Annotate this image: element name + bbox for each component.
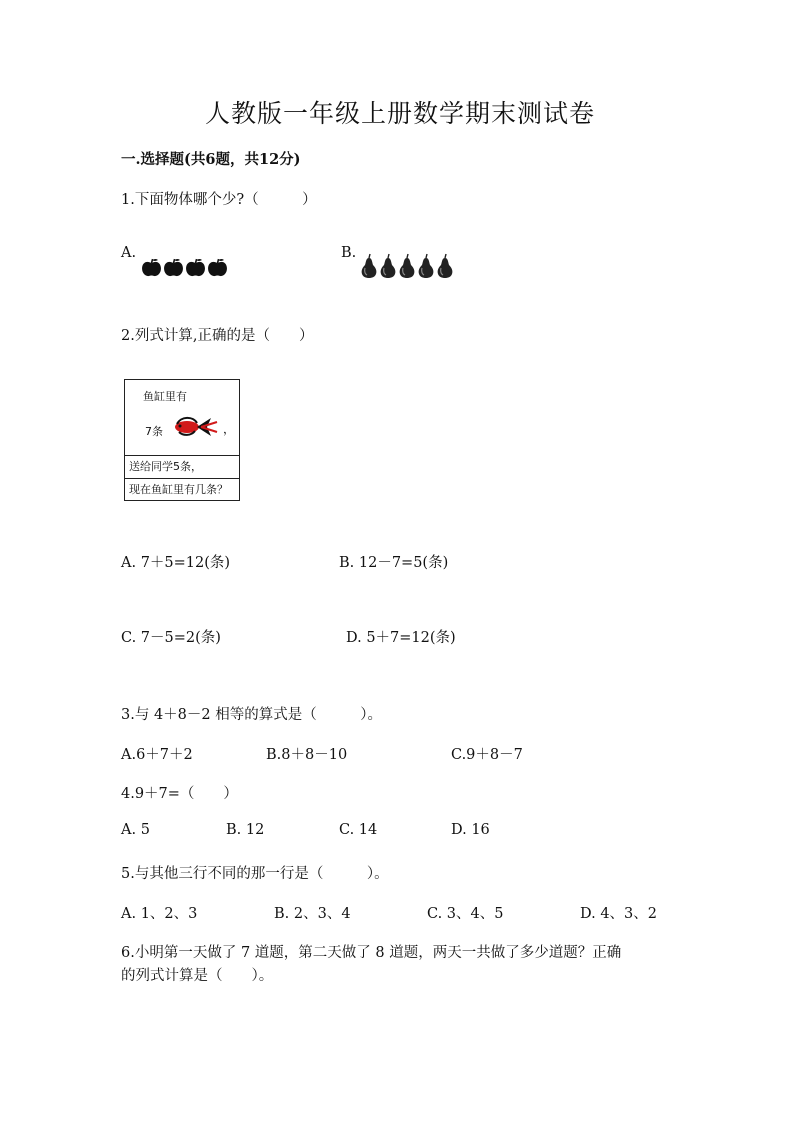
question-3-text: 3.与 4＋8－2 相等的算式是（ ）。 — [121, 707, 382, 723]
pear-icon — [360, 253, 378, 279]
q3-option-c[interactable]: C.9＋8－7 — [451, 747, 523, 763]
story-line-4: 现在鱼缸里有几条？ — [125, 478, 239, 500]
question-2-text: 2.列式计算,正确的是（ ） — [121, 328, 314, 344]
q3-option-a[interactable]: A.6＋7＋2 — [121, 747, 193, 763]
apple-icon — [163, 257, 184, 278]
q2-option-d[interactable]: D. 5＋7=12(条) — [346, 630, 456, 646]
apple-icon — [185, 257, 206, 278]
q2-story-box — [124, 379, 240, 501]
question-5-text: 5.与其他三行不同的那一行是（ ）。 — [121, 866, 389, 882]
section-heading: 一.选择题(共6题，共12分) — [121, 151, 301, 168]
q1-option-b-label: B. — [341, 245, 357, 261]
pear-icon — [417, 253, 435, 279]
q2-option-c[interactable]: C. 7－5=2(条) — [121, 630, 221, 646]
pear-icon — [436, 253, 454, 279]
story-comma: ， — [223, 422, 236, 436]
exam-title: 人教版一年级上册数学期末测试卷 — [204, 99, 595, 128]
story-line-2: 7条 — [145, 425, 163, 438]
q2-option-a[interactable]: A. 7＋5=12(条) — [121, 555, 231, 571]
q1-option-b-pears[interactable] — [360, 253, 454, 279]
question-1-text: 1.下面物体哪个少?（ ） — [121, 192, 317, 208]
q4-option-d[interactable]: D. 16 — [451, 822, 490, 838]
q4-option-c[interactable]: C. 14 — [339, 822, 378, 838]
q4-option-b[interactable]: B. 12 — [226, 822, 265, 838]
story-line-3: 送给同学5条， — [125, 455, 239, 477]
q5-option-a[interactable]: A. 1、2、3 — [121, 906, 198, 922]
q3-option-b[interactable]: B.8＋8－10 — [266, 747, 348, 763]
q4-option-a[interactable]: A. 5 — [121, 822, 150, 838]
apple-icon — [141, 257, 162, 278]
q2-option-b[interactable]: B. 12－7=5(条) — [339, 555, 449, 571]
pear-icon — [379, 253, 397, 279]
story-line-1: 鱼缸里有 — [143, 390, 187, 403]
question-4-text: 4.9＋7=（ ） — [121, 786, 238, 802]
apple-icon — [207, 257, 228, 278]
q5-option-d[interactable]: D. 4、3、2 — [580, 906, 658, 922]
fish-icon — [171, 414, 219, 438]
q1-option-a-label: A. — [121, 245, 137, 261]
q1-option-a-apples[interactable] — [141, 257, 228, 278]
question-6-line-2: 的列式计算是（ ）。 — [121, 968, 274, 984]
question-6-line-1: 6.小明第一天做了 7 道题，第二天做了 8 道题，两天一共做了多少道题？正确 — [121, 945, 622, 961]
q5-option-b[interactable]: B. 2、3、4 — [274, 906, 351, 922]
pear-icon — [398, 253, 416, 279]
q5-option-c[interactable]: C. 3、4、5 — [427, 906, 504, 922]
